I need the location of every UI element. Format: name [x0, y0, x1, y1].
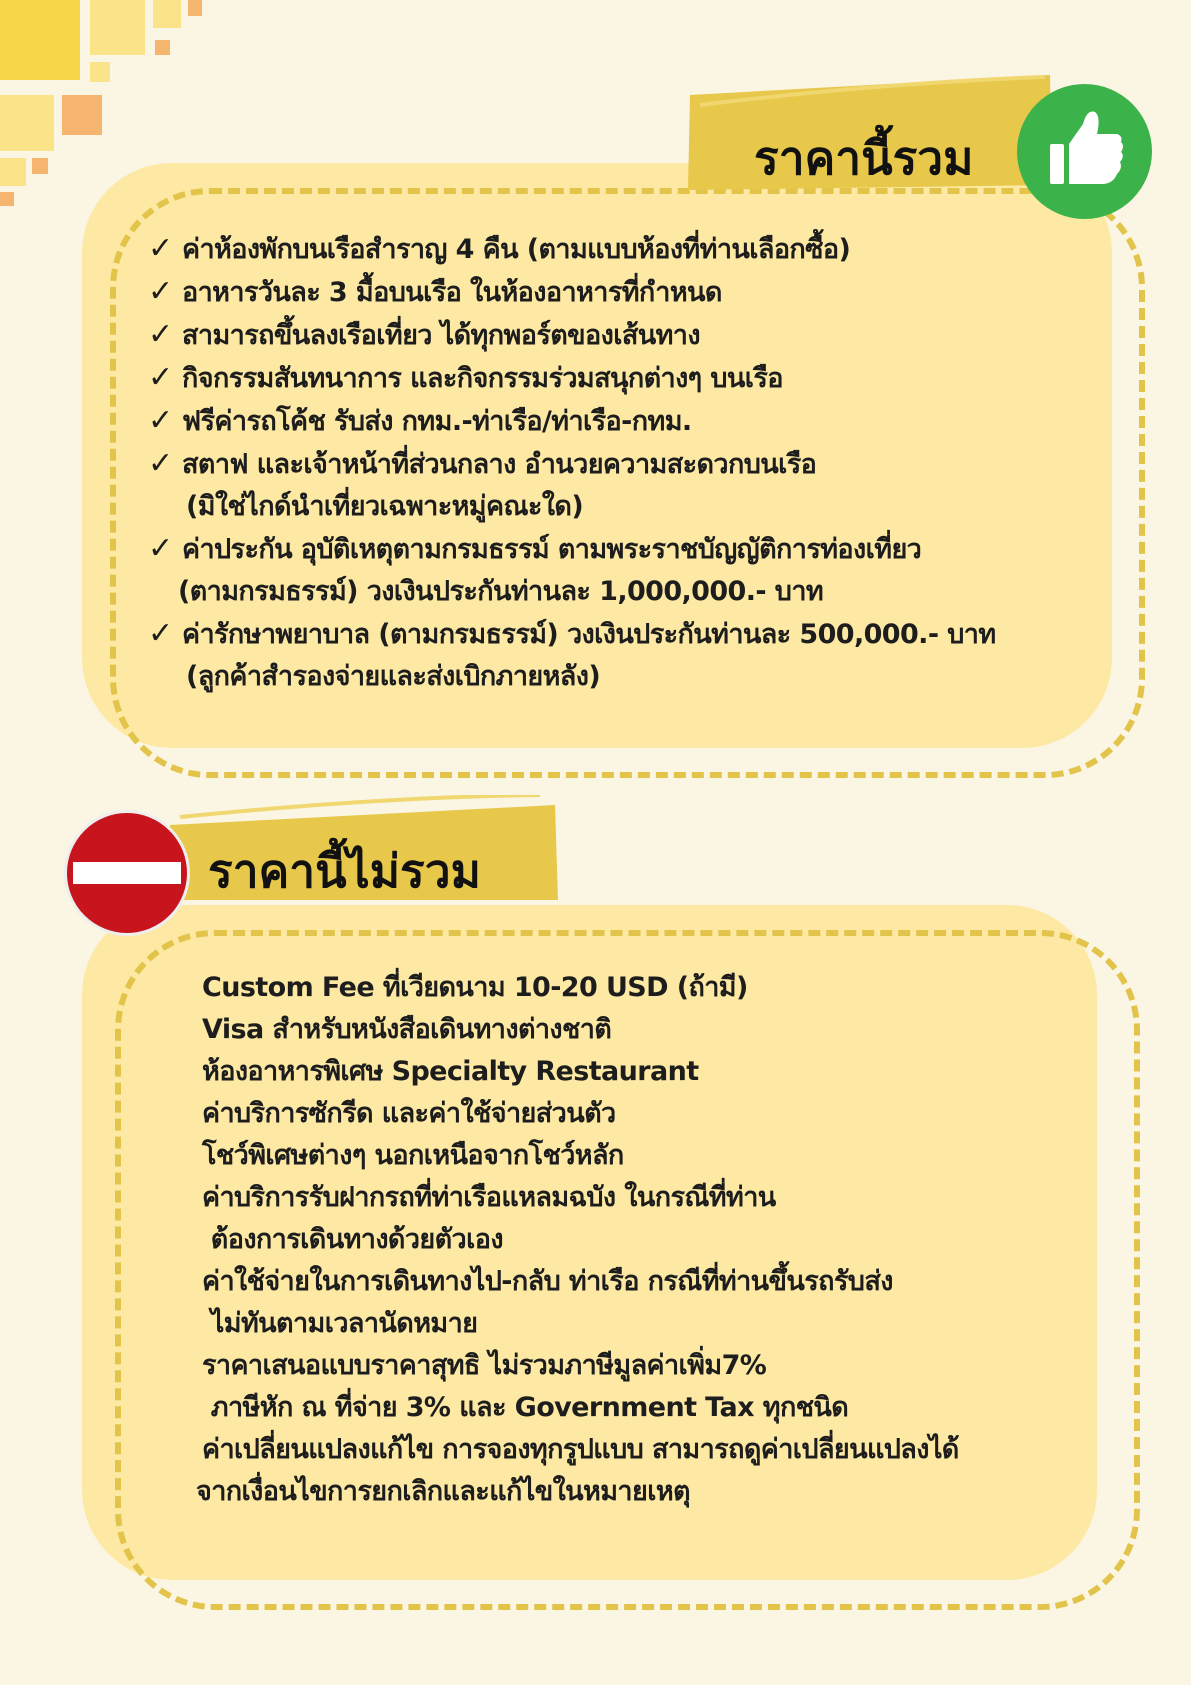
list-item-continued: (มิใช่ไกด์นำเที่ยวเฉพาะหมู่คณะใด) — [186, 491, 584, 522]
list-item-continued: ไม่ทันตามเวลานัดหมาย — [202, 1308, 478, 1339]
list-item-continued: (ตามกรมธรรม์) วงเงินประกันท่านละ 1,000,000.- บาท — [178, 576, 824, 607]
list-item-continued: ภาษีหัก ณ ที่จ่าย 3% และ Government Tax ทุกชนิด — [202, 1392, 849, 1423]
list-item: ค่าเปลี่ยนแปลงแก้ไข การจองทุกรูปแบบ สามารถดูค่าเปลี่ยนแปลงได้ — [202, 1434, 959, 1465]
excluded-list — [196, 967, 959, 1513]
list-item: ราคาเสนอแบบราคาสุทธิ ไม่รวมภาษีมูลค่าเพิ่ม7% — [202, 1350, 767, 1381]
list-item-continued: (ลูกค้าสำรองจ่ายและส่งเบิกภายหลัง) — [186, 661, 601, 692]
list-item: โชว์พิเศษต่างๆ นอกเหนือจากโชว์หลัก — [202, 1140, 624, 1171]
list-item: ✓ สตาฟ และเจ้าหน้าที่ส่วนกลาง อำนวยความสะดวกบนเรือ — [148, 443, 996, 486]
check-icon: ✓ — [148, 616, 173, 651]
thumbs-up-icon — [1017, 84, 1152, 219]
check-icon: ✓ — [148, 403, 173, 438]
list-item: ห้องอาหารพิเศษ Specialty Restaurant — [202, 1056, 699, 1087]
check-icon: ✓ — [148, 360, 173, 395]
list-item: ✓ ค่าประกัน อุบัติเหตุตามกรมธรรม์ ตามพระราชบัญญัติการท่องเที่ยว — [148, 528, 996, 571]
list-item-continued: จากเงื่อนไขการยกเลิกและแก้ไขในหมายเหตุ — [196, 1476, 690, 1507]
included-title: ราคานี้รวม — [754, 131, 974, 185]
check-icon: ✓ — [148, 231, 173, 266]
list-item: ค่าใช้จ่ายในการเดินทางไป-กลับ ท่าเรือ กรณีที่ท่านขึ้นรถรับส่ง — [202, 1266, 893, 1297]
list-item: Custom Fee ที่เวียดนาม 10-20 USD (ถ้ามี) — [202, 972, 748, 1003]
list-item: ค่าบริการรับฝากรถที่ท่าเรือแหลมฉบัง ในกรณีที่ท่าน — [202, 1182, 776, 1213]
list-item: ค่าบริการซักรีด และค่าใช้จ่ายส่วนตัว — [202, 1098, 616, 1129]
check-icon: ✓ — [148, 531, 173, 566]
list-item: Visa สำหรับหนังสือเดินทางต่างชาติ — [202, 1014, 612, 1045]
list-item: ✓ ค่าห้องพักบนเรือสำราญ 4 คืน (ตามแบบห้องที่ท่านเลือกซื้อ) — [148, 228, 996, 271]
excluded-title: ราคานี้ไม่รวม — [208, 844, 481, 898]
check-icon: ✓ — [148, 317, 173, 352]
list-item: ✓ ฟรีค่ารถโค้ช รับส่ง กทม.-ท่าเรือ/ท่าเรือ-กทม. — [148, 400, 996, 443]
list-item: ✓ สามารถขึ้นลงเรือเที่ยว ได้ทุกพอร์ตของเส้นทาง — [148, 314, 996, 357]
included-list — [148, 228, 996, 698]
no-entry-icon — [64, 810, 190, 936]
list-item: ✓ อาหารวันละ 3 มื้อบนเรือ ในห้องอาหารที่กำหนด — [148, 271, 996, 314]
check-icon: ✓ — [148, 446, 173, 481]
list-item: ✓ ค่ารักษาพยาบาล (ตามกรมธรรม์) วงเงินประกันท่านละ 500,000.- บาท — [148, 613, 996, 656]
check-icon: ✓ — [148, 274, 173, 309]
list-item: ✓ กิจกรรมสันทนาการ และกิจกรรมร่วมสนุกต่างๆ บนเรือ — [148, 357, 996, 400]
list-item-continued: ต้องการเดินทางด้วยตัวเอง — [202, 1224, 503, 1255]
